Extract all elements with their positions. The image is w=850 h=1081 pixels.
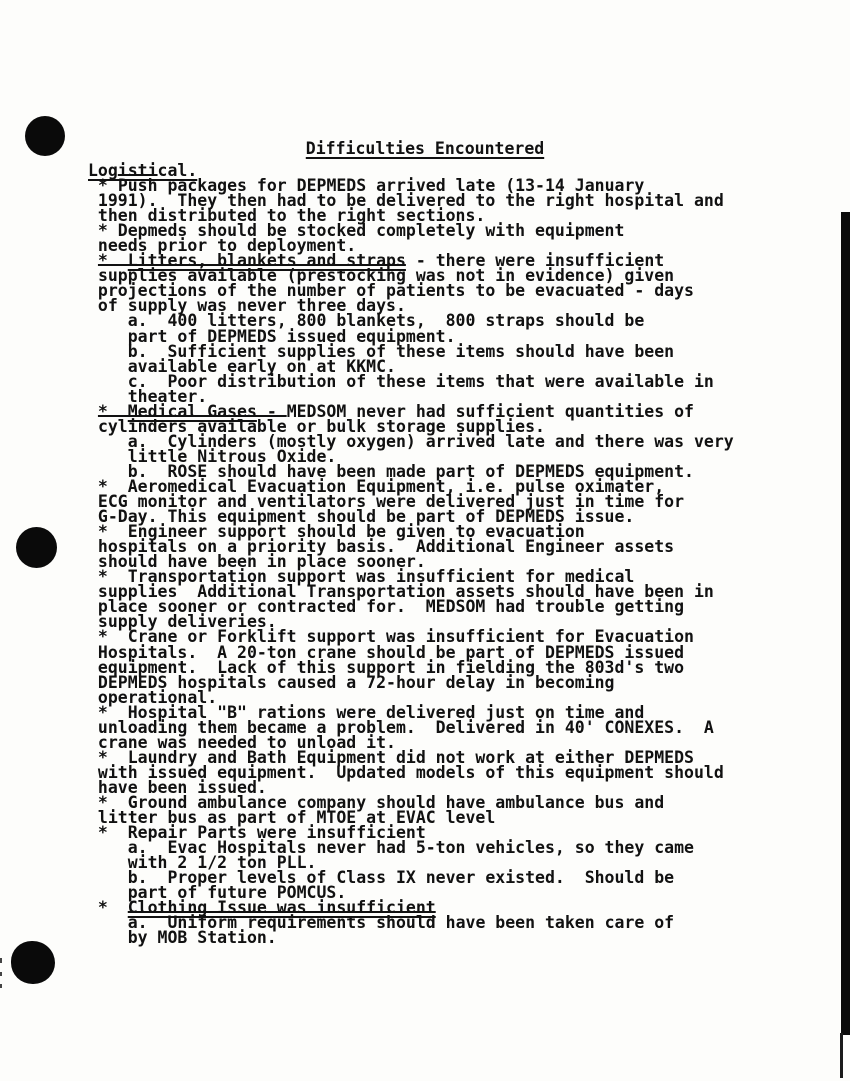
document-line: * Ground ambulance company should have ambulance bus and bbox=[88, 792, 665, 812]
document-line: * Transportation support was insufficient for medical bbox=[88, 567, 635, 587]
document-line: * Depmeds should be stocked completely with equipment bbox=[88, 221, 625, 241]
document-line: * Clothing Issue was insufficient bbox=[88, 898, 436, 918]
page-title: Difficulties Encountered bbox=[305, 139, 545, 158]
document-line: b. Sufficient supplies of these items should have been bbox=[88, 341, 675, 361]
document-body bbox=[88, 161, 734, 948]
document-line: part of future POMCUS. bbox=[88, 883, 347, 903]
scan-edge-mark bbox=[0, 958, 2, 963]
document-line: projections of the number of patients to be evacuated - days bbox=[88, 281, 694, 301]
document-line: have been issued. bbox=[88, 777, 267, 797]
document-line: should have been in place sooner. bbox=[88, 552, 426, 572]
document-line: with issued equipment. Updated models of this equipment should bbox=[88, 762, 724, 782]
document-line: * Push packages for DEPMEDS arrived late (13-14 January bbox=[88, 176, 645, 196]
document-line: part of DEPMEDS issued equipment. bbox=[88, 326, 456, 346]
scan-artifact-right-bar bbox=[841, 212, 850, 1035]
document-line: b. Proper levels of Class IX never existed. Should be bbox=[88, 868, 675, 888]
scan-edge-mark bbox=[0, 972, 2, 976]
document-line: by MOB Station. bbox=[88, 928, 277, 948]
document-line: a. Evac Hospitals never had 5-ton vehicles, so they came bbox=[88, 838, 694, 858]
document-line: equipment. Lack of this support in fielding the 803d's two bbox=[88, 657, 685, 677]
document-line: supplies Additional Transportation assets should have been in bbox=[88, 582, 714, 602]
hole-punch-bottom bbox=[11, 941, 55, 984]
document-line: G-Day. This equipment should be part of DEPMEDS issue. bbox=[88, 507, 635, 527]
document-line: litter bus as part of MTOE at EVAC level bbox=[88, 808, 496, 828]
document-line: supply deliveries. bbox=[88, 612, 277, 632]
document-line: available early on at KKMC. bbox=[88, 356, 396, 376]
document-line: * Crane or Forklift support was insufficient for Evacuation bbox=[88, 627, 694, 647]
document-line: hospitals on a priority basis. Additional Engineer assets bbox=[88, 537, 675, 557]
document-line: * Medical Gases - MEDSOM never had sufficient quantities of bbox=[88, 401, 694, 421]
document-line: supplies available (prestocking was not in evidence) given bbox=[97, 266, 675, 286]
document-line: a. 400 litters, 800 blankets, 800 straps should be bbox=[88, 311, 645, 331]
document-line: needs prior to deployment. bbox=[88, 236, 357, 256]
document-line: crane was needed to unload it. bbox=[88, 732, 396, 752]
document-line: Logistical. bbox=[88, 161, 198, 180]
document-line: 1991). They then had to be delivered to the right hospital and bbox=[88, 191, 724, 211]
document-line: then distributed to the right sections. bbox=[88, 206, 486, 226]
document-line: unloading them became a problem. Delivered in 40' CONEXES. A bbox=[88, 717, 714, 737]
document-line: with 2 1/2 ton PLL. bbox=[88, 853, 317, 873]
document-line: * Repair Parts were insufficient bbox=[88, 823, 426, 843]
document-line: of supply was never three days. bbox=[88, 296, 406, 316]
document-line: * Litters, blankets and straps - there were insufficient bbox=[88, 251, 665, 271]
document-line: * Laundry and Bath Equipment did not work at either DEPMEDS bbox=[88, 747, 694, 767]
document-line: Hospitals. A 20-ton crane should be part of DEPMEDS issued bbox=[88, 642, 685, 662]
document-line: operational. bbox=[88, 687, 218, 707]
document-line: place sooner or contracted for. MEDSOM had trouble getting bbox=[88, 597, 685, 617]
document-line: * Hospital "B" rations were delivered just on time and bbox=[88, 702, 645, 722]
document-line: cylinders available or bulk storage supplies. bbox=[97, 416, 545, 436]
document-line: * Aeromedical Evacuation Equipment, i.e. pulse oximater, bbox=[88, 476, 665, 496]
document-line: * Engineer support should be given to evacuation bbox=[88, 522, 585, 542]
document-line: theater. bbox=[88, 386, 208, 406]
scan-edge-mark bbox=[0, 984, 2, 988]
document-line: DEPMEDS hospitals caused a 72-hour delay in becoming bbox=[88, 672, 615, 692]
document-line: a. Uniform requirements should have been taken care of bbox=[127, 913, 675, 933]
document-line: ECG monitor and ventilators were delivered just in time for bbox=[88, 492, 685, 512]
scan-artifact-right-line bbox=[840, 1033, 843, 1078]
hole-punch-middle bbox=[16, 527, 57, 568]
document-line: a. Cylinders (mostly oxygen) arrived late and there was very bbox=[88, 431, 734, 451]
document-line: c. Poor distribution of these items that were available in bbox=[88, 371, 714, 391]
document-line: b. ROSE should have been made part of DEPMEDS equipment. bbox=[88, 461, 694, 481]
document-line: little Nitrous Oxide. bbox=[88, 446, 337, 466]
